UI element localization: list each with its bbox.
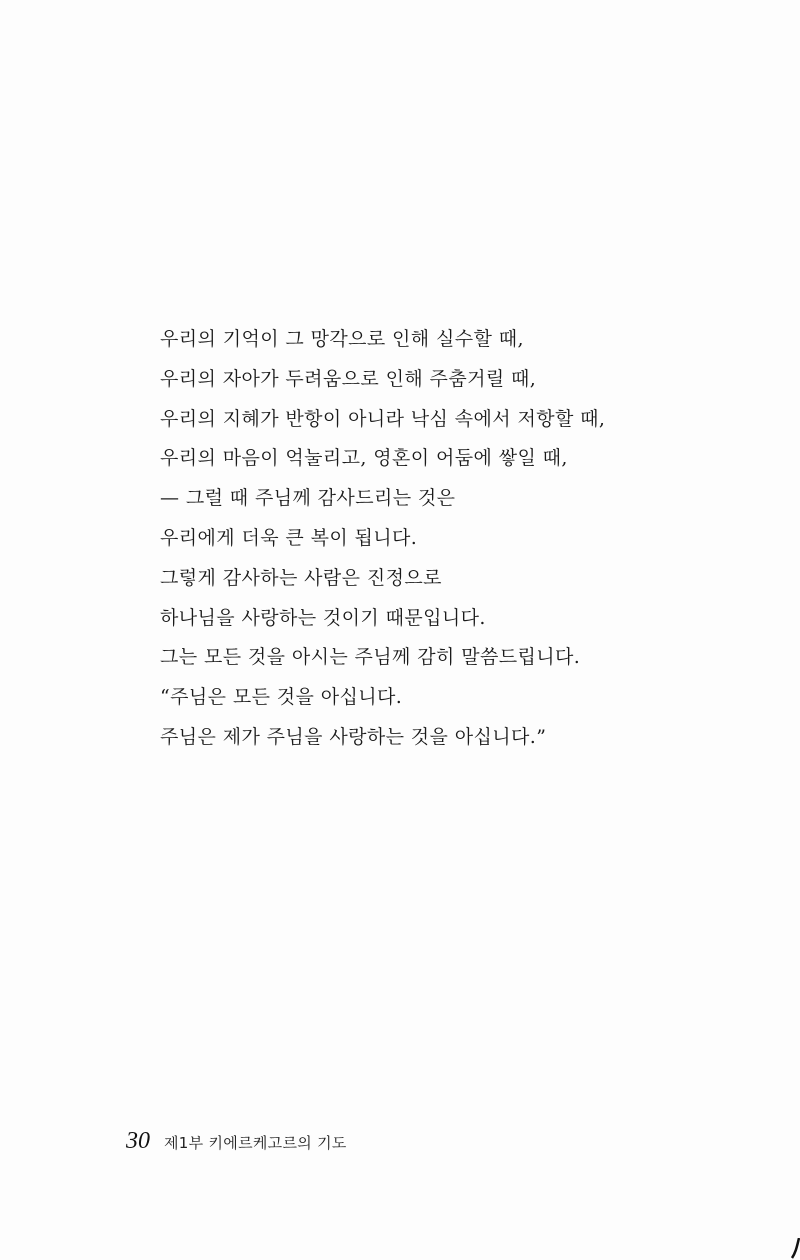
prayer-line: “주님은 모든 것을 아십니다.	[160, 686, 403, 709]
prayer-line: 우리의 지혜가 반항이 아니라 낙심 속에서 저항할 때,	[160, 407, 606, 430]
page-number: 30	[126, 1128, 150, 1154]
prayer-line: 주님은 제가 주님을 사랑하는 것을 아십니다.”	[160, 725, 547, 748]
running-head: 제1부 키에르케고르의 기도	[164, 1134, 347, 1152]
page-edge-mark	[790, 1238, 800, 1260]
prayer-line: 우리의 자아가 두려움으로 인해 주춤거릴 때,	[160, 367, 537, 390]
prayer-line: 우리의 마음이 억눌리고, 영혼이 어둠에 쌓일 때,	[160, 447, 568, 470]
prayer-text	[160, 320, 760, 758]
prayer-line: 그는 모든 것을 아시는 주님께 감히 말씀드립니다.	[160, 646, 581, 669]
prayer-line: 그렇게 감사하는 사람은 진정으로	[160, 566, 442, 589]
page-footer	[126, 1128, 347, 1164]
prayer-line: — 그럴 때 주님께 감사드리는 것은	[160, 487, 456, 510]
prayer-line: 하나님을 사랑하는 것이기 때문입니다.	[160, 606, 486, 629]
prayer-line: 우리의 기억이 그 망각으로 인해 실수할 때,	[160, 328, 524, 350]
prayer-line: 우리에게 더욱 큰 복이 됩니다.	[160, 526, 418, 549]
